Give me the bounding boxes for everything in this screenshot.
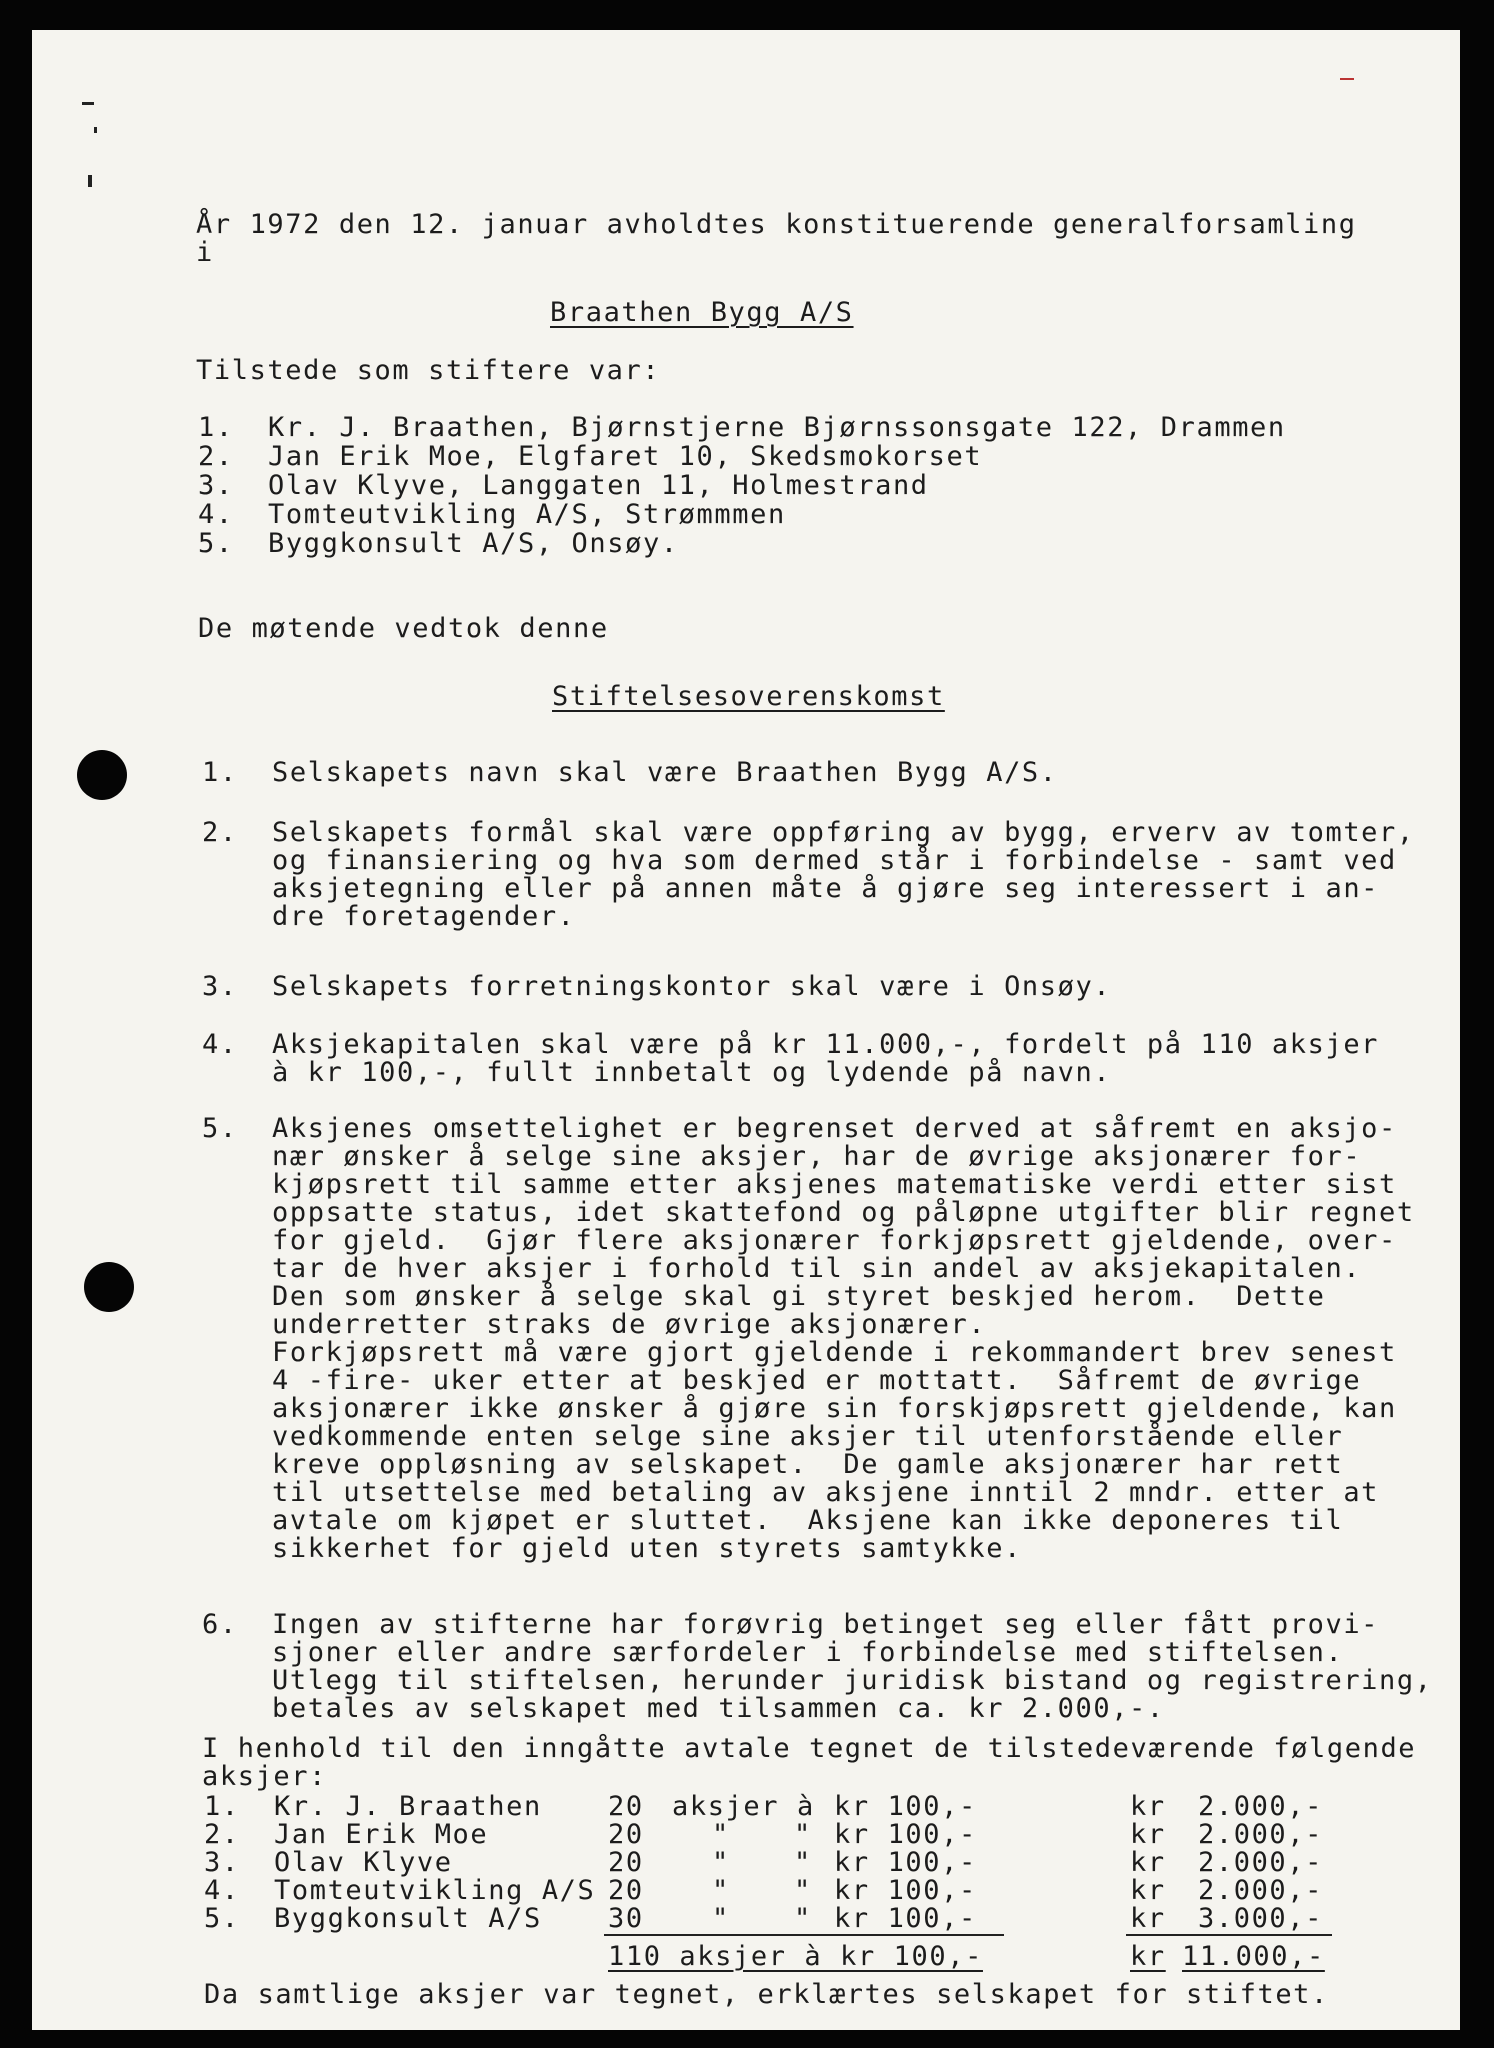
row-total: 2.000,- <box>1198 1847 1323 1878</box>
row-total: 3.000,- <box>1198 1903 1323 1934</box>
total-currency: kr <box>1130 1819 1166 1850</box>
clause-line: à kr 100,-, fullt innbetalt og lydende på navn. <box>272 1057 1112 1088</box>
share-count: 20 <box>608 1791 644 1822</box>
share-unit: " <box>712 1903 730 1934</box>
corner-mark <box>1340 78 1354 80</box>
heading-line: i <box>196 237 214 268</box>
subscriber-name: Jan Erik Moe <box>274 1819 489 1850</box>
subscription-intro: I henhold til den inngåtte avtale tegnet de tilstedeværende følgende <box>202 1733 1417 1764</box>
clause-line: sjoner eller andre særfordeler i forbindelse med stiftelsen. <box>272 1637 1344 1668</box>
clause-line: til utsettelse med betaling av aksjene inntil 2 mndr. etter at <box>272 1477 1380 1508</box>
company-title: Braathen Bygg A/S <box>550 297 854 328</box>
row-number: 5. <box>204 1903 240 1934</box>
margin-mark <box>94 127 97 133</box>
clause-line: Aksjenes omsettelighet er begrenset derved at såfremt en aksjo- <box>272 1113 1397 1144</box>
row-number: 1. <box>204 1791 240 1822</box>
share-unit: " <box>712 1819 730 1850</box>
total-currency: kr <box>1130 1847 1166 1878</box>
clause-line: Utlegg til stiftelsen, herunder juridisk bistand og registrering, <box>272 1665 1433 1696</box>
grand-total: 11.000,- <box>1182 1941 1325 1972</box>
share-count: 20 <box>608 1847 644 1878</box>
clause-number: 5. <box>202 1113 238 1144</box>
share-price: kr 100,- <box>834 1847 977 1878</box>
row-total: 2.000,- <box>1198 1791 1323 1822</box>
clause-line: aksjetegning eller på annen måte å gjøre seg interessert i an- <box>272 873 1380 904</box>
share-price: kr 100,- <box>834 1903 977 1934</box>
total-shares: 110 aksjer à kr 100,- <box>608 1941 983 1972</box>
agreement-title: Stiftelsesoverenskomst <box>552 681 945 712</box>
clause-line: tar de hver aksjer i forhold til sin andel av aksjekapitalen. <box>272 1253 1362 1284</box>
sum-rule <box>604 1934 1004 1936</box>
list-item: Byggkonsult A/S, Onsøy. <box>268 528 679 559</box>
list-number: 3. <box>198 470 234 501</box>
present-intro: Tilstede som stiftere var: <box>196 355 661 386</box>
clause-line: kreve oppløsning av selskapet. De gamle aksjonærer har rett <box>272 1449 1344 1480</box>
share-at: à <box>797 1791 815 1822</box>
punch-hole <box>84 1262 134 1312</box>
closing-statement: Da samtlige aksjer var tegnet, erklærtes selskapet for stiftet. <box>204 1979 1329 2010</box>
clause-number: 1. <box>202 757 238 788</box>
list-item: Tomteutvikling A/S, Strømmmen <box>268 499 786 530</box>
clause-line: dre foretagender. <box>272 901 576 932</box>
punch-hole <box>77 750 127 800</box>
share-price: kr 100,- <box>834 1819 977 1850</box>
clause-number: 4. <box>202 1029 238 1060</box>
clause-line: Ingen av stifterne har forøvrig betinget seg eller fått provi- <box>272 1609 1380 1640</box>
margin-mark <box>88 175 92 187</box>
clause-line: Selskapets formål skal være oppføring av bygg, erverv av tomter, <box>272 817 1415 848</box>
clause-line: underretter straks de øvrige aksjonærer. <box>272 1309 987 1340</box>
list-number: 2. <box>198 441 234 472</box>
share-at: " <box>794 1847 812 1878</box>
clause-line: nær ønsker å selge sine aksjer, har de øvrige aksjonærer for- <box>272 1141 1362 1172</box>
row-number: 3. <box>204 1847 240 1878</box>
share-at: " <box>794 1903 812 1934</box>
clause-line: vedkommende enten selge sine aksjer til utenforstående eller <box>272 1421 1344 1452</box>
total-currency: kr <box>1130 1791 1166 1822</box>
subscription-intro: aksjer: <box>202 1761 327 1792</box>
list-number: 1. <box>198 412 234 443</box>
margin-mark <box>82 102 94 105</box>
clause-number: 2. <box>202 817 238 848</box>
share-price: kr 100,- <box>834 1875 977 1906</box>
clause-line: sikkerhet for gjeld uten styrets samtykke. <box>272 1533 1022 1564</box>
share-unit: " <box>712 1847 730 1878</box>
row-number: 2. <box>204 1819 240 1850</box>
clause-number: 6. <box>202 1609 238 1640</box>
share-at: " <box>794 1819 812 1850</box>
clause-line: aksjonærer ikke ønsker å gjøre sin forskjøpsrett gjeldende, kan <box>272 1393 1397 1424</box>
clause-line: kjøpsrett til samme etter aksjenes matematiske verdi etter sist <box>272 1169 1397 1200</box>
clause-line: avtale om kjøpet er sluttet. Aksjene kan ikke deponeres til <box>272 1505 1344 1536</box>
adopted-intro: De møtende vedtok denne <box>198 613 609 644</box>
list-item: Kr. J. Braathen, Bjørnstjerne Bjørnssonsgate 122, Drammen <box>268 412 1286 443</box>
subscriber-name: Byggkonsult A/S <box>274 1903 542 1934</box>
row-number: 4. <box>204 1875 240 1906</box>
clause-line: Selskapets navn skal være Braathen Bygg A/S. <box>272 757 1058 788</box>
sum-rule <box>1126 1934 1332 1936</box>
share-count: 30 <box>608 1903 644 1934</box>
share-price: kr 100,- <box>834 1791 977 1822</box>
clause-line: betales av selskapet med tilsammen ca. kr 2.000,-. <box>272 1693 1165 1724</box>
clause-line: Aksjekapitalen skal være på kr 11.000,-, fordelt på 110 aksjer <box>272 1029 1380 1060</box>
list-number: 4. <box>198 499 234 530</box>
clause-line: og finansiering og hva som dermed står i forbindelse - samt ved <box>272 845 1397 876</box>
row-total: 2.000,- <box>1198 1875 1323 1906</box>
list-item: Jan Erik Moe, Elgfaret 10, Skedsmokorset <box>268 441 983 472</box>
share-count: 20 <box>608 1875 644 1906</box>
clause-line: Forkjøpsrett må være gjort gjeldende i rekommandert brev senest <box>272 1337 1397 1368</box>
document-page <box>32 30 1460 2030</box>
subscriber-name: Tomteutvikling A/S <box>274 1875 596 1906</box>
row-total: 2.000,- <box>1198 1819 1323 1850</box>
total-currency: kr <box>1130 1875 1166 1906</box>
clause-line: 4 -fire- uker etter at beskjed er mottatt. Såfremt de øvrige <box>272 1365 1362 1396</box>
heading-line: År 1972 den 12. januar avholdtes konstituerende generalforsamling <box>196 209 1357 240</box>
list-item: Olav Klyve, Langgaten 11, Holmestrand <box>268 470 929 501</box>
total-currency: kr <box>1130 1903 1166 1934</box>
share-at: " <box>794 1875 812 1906</box>
clause-line: for gjeld. Gjør flere aksjonærer forkjøpsrett gjeldende, over- <box>272 1225 1397 1256</box>
subscriber-name: Kr. J. Braathen <box>274 1791 542 1822</box>
clause-line: Den som ønsker å selge skal gi styret beskjed herom. Dette <box>272 1281 1326 1312</box>
subscriber-name: Olav Klyve <box>274 1847 453 1878</box>
total-currency: kr <box>1130 1941 1166 1972</box>
share-unit: " <box>712 1875 730 1906</box>
clause-number: 3. <box>202 971 238 1002</box>
clause-line: oppsatte status, idet skattefond og påløpne utgifter blir regnet <box>272 1197 1415 1228</box>
clause-line: Selskapets forretningskontor skal være i Onsøy. <box>272 971 1112 1002</box>
share-unit: aksjer <box>672 1791 780 1822</box>
list-number: 5. <box>198 528 234 559</box>
share-count: 20 <box>608 1819 644 1850</box>
